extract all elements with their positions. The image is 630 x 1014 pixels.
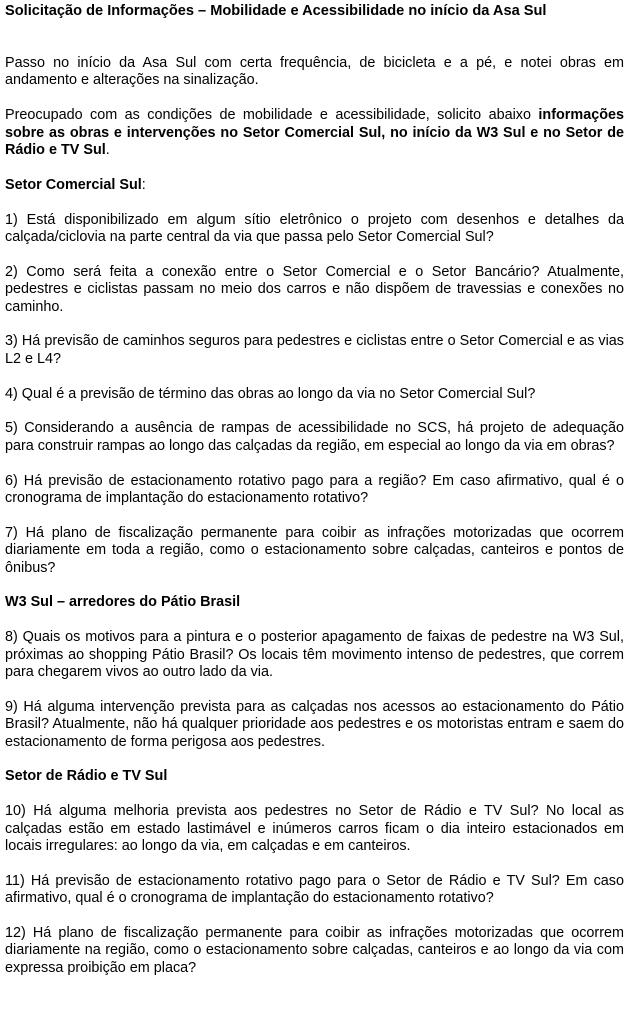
section-heading-scs [5, 177, 624, 194]
intro-paragraph-2 [5, 107, 624, 159]
section-heading-suffix: : [141, 176, 146, 193]
intro-bold-text: informações sobre as obras e intervenções no Setor Comercial Sul, no início da W3 Sul e no Setor de Rádio e TV Sul [5, 107, 624, 159]
question-12: 12) Há plano de fiscalização permanente para coibir as infrações motorizadas que ocorrem diariamente na região, como o estacionamento sobre calçadas, canteiros e ao longo da via com expressa proibição em placa? [5, 925, 624, 976]
intro-paragraph-1: Passo no início da Asa Sul com certa frequência, de bicicleta e a pé, e notei obras em andamento e alterações na sinalização. [5, 55, 624, 89]
question-7: 7) Há plano de fiscalização permanente para coibir as infrações motorizadas que ocorrem diariamente em toda a região, como o estacionamento sobre calçadas, canteiros e pontos de ônibus? [5, 524, 624, 576]
question-5: 5) Considerando a ausência de rampas de acessibilidade no SCS, há projeto de adequação para construir rampas ao longo das calçadas da região, em especial ao longo da via em obras? [5, 420, 624, 454]
question-9: 9) Há alguma intervenção prevista para as calçadas nos acessos ao estacionamento do Pátio Brasil? Atualmente, não há qualquer prioridade aos pedestres e os motoristas entram e saem do estacionamento de forma perigosa aos pedestres. [5, 698, 624, 750]
question-11: 11) Há previsão de estacionamento rotativo pago para o Setor de Rádio e TV Sul? Em caso afirmativo, qual é o cronograma de implantação do estacionamento rotativo? [5, 872, 624, 907]
question-10: 10) Há alguma melhoria prevista aos pedestres no Setor de Rádio e TV Sul? No local as calçadas estão em estado lastimável e inúmeros carros ficam o dia inteiro estacionados em locais irregulares: ao longo da via, em calçadas e em canteiros. [5, 803, 624, 855]
intro-end-text: . [105, 142, 110, 159]
section-heading-text: W3 Sul – arredores do Pátio Brasil [5, 594, 241, 611]
question-8: 8) Quais os motivos para a pintura e o posterior apagamento de faixas de pedestre na W3 Sul, próximas ao shopping Pátio Brasil? Os locais têm movimento intenso de pedestres, que correm para chegarem vivos ao outro lado da via. [5, 629, 624, 681]
section-heading-w3-sul [5, 594, 624, 611]
question-1: 1) Está disponibilizado em algum sítio eletrônico o projeto com desenhos e detalhes da calçada/ciclovia na parte central da via que passa pelo Setor Comercial Sul? [5, 211, 624, 246]
document-title: Solicitação de Informações – Mobilidade e Acessibilidade no início da Asa Sul [5, 3, 547, 19]
question-6: 6) Há previsão de estacionamento rotativo pago para a região? Em caso afirmativo, qual é o cronograma de implantação do estacionamento rotativo? [5, 472, 624, 507]
section-heading-text: Setor de Rádio e TV Sul [5, 768, 168, 785]
intro-lead-text: Preocupado com as condições de mobilidade e acessibilidade, solicito abaixo [5, 107, 539, 124]
section-heading-text: Setor Comercial Sul [5, 176, 142, 193]
section-heading-srtvs [5, 768, 624, 785]
question-2: 2) Como será feita a conexão entre o Setor Comercial e o Setor Bancário? Atualmente, pedestres e ciclistas passam no meio dos carros e não dispõem de travessias e conexões no caminho. [5, 263, 624, 315]
question-3: 3) Há previsão de caminhos seguros para pedestres e ciclistas entre o Setor Comercial e as vias L2 e L4? [5, 333, 624, 367]
question-4: 4) Qual é a previsão de término das obras ao longo da via no Setor Comercial Sul? [5, 385, 536, 402]
